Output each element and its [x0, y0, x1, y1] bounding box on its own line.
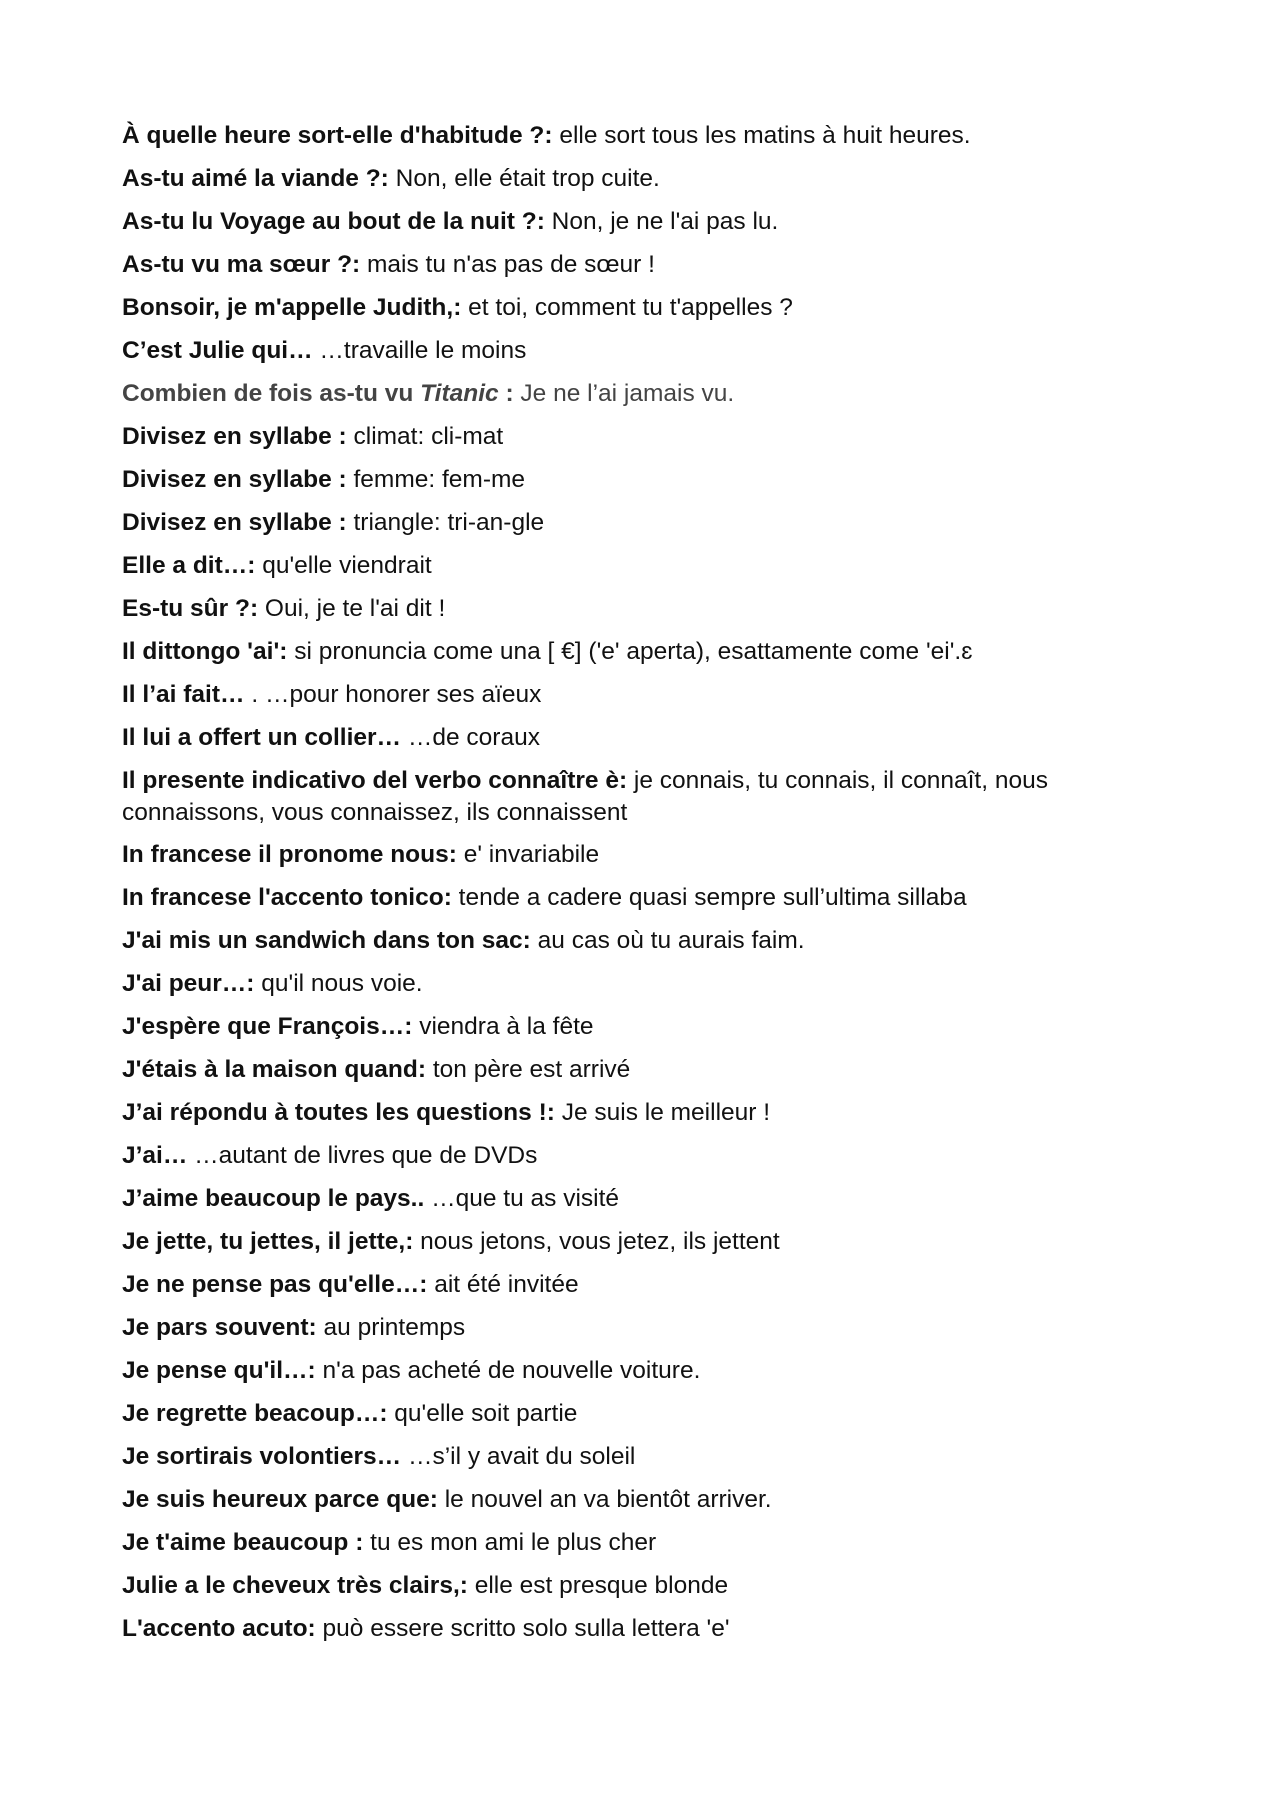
entry-answer: . …pour honorer ses aïeux	[244, 681, 542, 708]
entry-answer: n'a pas acheté de nouvelle voiture.	[315, 1357, 701, 1384]
entry	[122, 335, 1142, 367]
entry-answer: le nouvel an va bientôt arriver.	[437, 1486, 772, 1513]
entry-question-title: Titanic	[420, 380, 499, 407]
entry	[122, 722, 1142, 754]
entry	[122, 839, 1142, 871]
entry-question: C’est Julie qui…	[122, 337, 313, 364]
entry-answer: elle sort tous les matins à huit heures.	[552, 122, 971, 149]
entry-question: J'étais à la maison quand:	[122, 1056, 427, 1083]
entry	[122, 593, 1142, 625]
entry	[122, 550, 1142, 582]
entry	[122, 679, 1142, 711]
entry	[122, 636, 1142, 668]
entry-question-end: :	[498, 380, 514, 407]
entry	[122, 925, 1142, 957]
entry	[122, 1097, 1142, 1129]
entry-answer: …que tu as visité	[424, 1185, 620, 1212]
entry-question: In francese il pronome nous:	[122, 841, 457, 868]
entry-answer: ton père est arrivé	[426, 1056, 631, 1083]
entry-answer: au printemps	[316, 1314, 466, 1341]
entry-answer: …travaille le moins	[312, 337, 527, 364]
entry-question: L'accento acuto:	[122, 1615, 316, 1642]
entry-question: Je pars souvent:	[122, 1314, 317, 1341]
entry-answer: mais tu n'as pas de sœur !	[360, 251, 655, 278]
entry-answer: qu'il nous voie.	[254, 970, 423, 997]
entry-question: Elle a dit…:	[122, 552, 256, 579]
entry	[122, 968, 1142, 1000]
entry-question: Divisez en syllabe :	[122, 509, 347, 536]
entry-answer: viendra à la fête	[412, 1013, 594, 1040]
entry-question: Combien de fois as-tu vu	[122, 380, 421, 407]
entry	[122, 1570, 1142, 1602]
entry-answer: tende a cadere quasi sempre sull’ultima sillaba	[451, 884, 967, 911]
entry-question: J’ai…	[122, 1142, 188, 1169]
entry-question: J'ai peur…:	[122, 970, 255, 997]
entry-question: Il presente indicativo del verbo connaître è:	[122, 767, 628, 794]
entry	[122, 1441, 1142, 1473]
entry-question: J'ai mis un sandwich dans ton sac:	[122, 927, 531, 954]
entry-answer: qu'elle soit partie	[387, 1400, 578, 1427]
entry-question: J'espère que François…:	[122, 1013, 413, 1040]
entry-answer: Non, elle était trop cuite.	[388, 165, 660, 192]
entry-answer: et toi, comment tu t'appelles ?	[461, 294, 793, 321]
entry	[122, 1484, 1142, 1516]
entry-question: Il dittongo 'ai':	[122, 638, 288, 665]
entry-question: Il l’ai fait…	[122, 681, 245, 708]
entry-answer: e' invariabile	[456, 841, 600, 868]
entry	[122, 292, 1142, 324]
entry-answer: triangle: tri-an-gle	[346, 509, 545, 536]
entry	[122, 1527, 1142, 1559]
entry	[122, 1312, 1142, 1344]
entry-question: Je suis heureux parce que:	[122, 1486, 438, 1513]
entry-answer: Je suis le meilleur !	[554, 1099, 771, 1126]
entry-question: Je sortirais volontiers…	[122, 1443, 402, 1470]
entry-question: Es-tu sûr ?:	[122, 595, 259, 622]
entry	[122, 249, 1142, 281]
entry-answer: può essere scritto solo sulla lettera 'e'	[315, 1615, 730, 1642]
entry-question: Je t'aime beaucoup :	[122, 1529, 364, 1556]
entry-question: As-tu vu ma sœur ?:	[122, 251, 361, 278]
entry-answer: …s’il y avait du soleil	[401, 1443, 636, 1470]
entry-question: Je jette, tu jettes, il jette,:	[122, 1228, 414, 1255]
entry-answer: climat: cli-mat	[346, 423, 504, 450]
entry-question: As-tu aimé la viande ?:	[122, 165, 389, 192]
entry	[122, 882, 1142, 914]
entry	[122, 378, 1142, 410]
entry	[122, 1269, 1142, 1301]
entry-answer: qu'elle viendrait	[255, 552, 432, 579]
entry	[122, 206, 1142, 238]
entry	[122, 1183, 1142, 1215]
entry-answer: Je ne l’ai jamais vu.	[513, 380, 735, 407]
entry	[122, 507, 1142, 539]
entry	[122, 421, 1142, 453]
entry-question: J’ai répondu à toutes les questions !:	[122, 1099, 555, 1126]
entry	[122, 464, 1142, 496]
entry-answer: …autant de livres que de DVDs	[187, 1142, 538, 1169]
entry-answer: …de coraux	[401, 724, 540, 751]
entry-question: Bonsoir, je m'appelle Judith,:	[122, 294, 462, 321]
entry	[122, 1140, 1142, 1172]
entry-question: Julie a le cheveux très clairs,:	[122, 1572, 468, 1599]
entry-answer: ait été invitée	[427, 1271, 579, 1298]
entry-question: À quelle heure sort-elle d'habitude ?:	[122, 122, 553, 149]
entry-question: Je regrette beacoup…:	[122, 1400, 388, 1427]
entry-answer: Non, je ne l'ai pas lu.	[544, 208, 779, 235]
entry	[122, 765, 1142, 829]
entry-question: Divisez en syllabe :	[122, 466, 347, 493]
entry-answer: tu es mon ami le plus cher	[363, 1529, 657, 1556]
entry	[122, 1011, 1142, 1043]
entry	[122, 1054, 1142, 1086]
entry-question: As-tu lu Voyage au bout de la nuit ?:	[122, 208, 545, 235]
entry-question: In francese l'accento tonico:	[122, 884, 452, 911]
entry-answer: elle est presque blonde	[467, 1572, 729, 1599]
entry-answer: si pronuncia come una [ €] ('e' aperta), esattamente come 'ei'.ɛ	[287, 638, 973, 665]
entry-question: Je pense qu'il…:	[122, 1357, 316, 1384]
entry-answer: je connais, tu connais, il connaît, nous connaissons, vous connaissez, ils connaissent	[122, 767, 1048, 826]
entry	[122, 1613, 1142, 1645]
entry	[122, 1398, 1142, 1430]
entry-answer: au cas où tu aurais faim.	[530, 927, 805, 954]
entry	[122, 1226, 1142, 1258]
entry	[122, 1355, 1142, 1387]
entry-question: Divisez en syllabe :	[122, 423, 347, 450]
entry-answer: Oui, je te l'ai dit !	[258, 595, 446, 622]
entry-question: Je ne pense pas qu'elle…:	[122, 1271, 428, 1298]
entry-answer: femme: fem-me	[346, 466, 526, 493]
entry	[122, 163, 1142, 195]
entry	[122, 120, 1142, 152]
entry-list	[122, 120, 1142, 1656]
entry-answer: nous jetons, vous jetez, ils jettent	[413, 1228, 780, 1255]
entry-question: Il lui a offert un collier…	[122, 724, 402, 751]
entry-question: J’aime beaucoup le pays..	[122, 1185, 425, 1212]
